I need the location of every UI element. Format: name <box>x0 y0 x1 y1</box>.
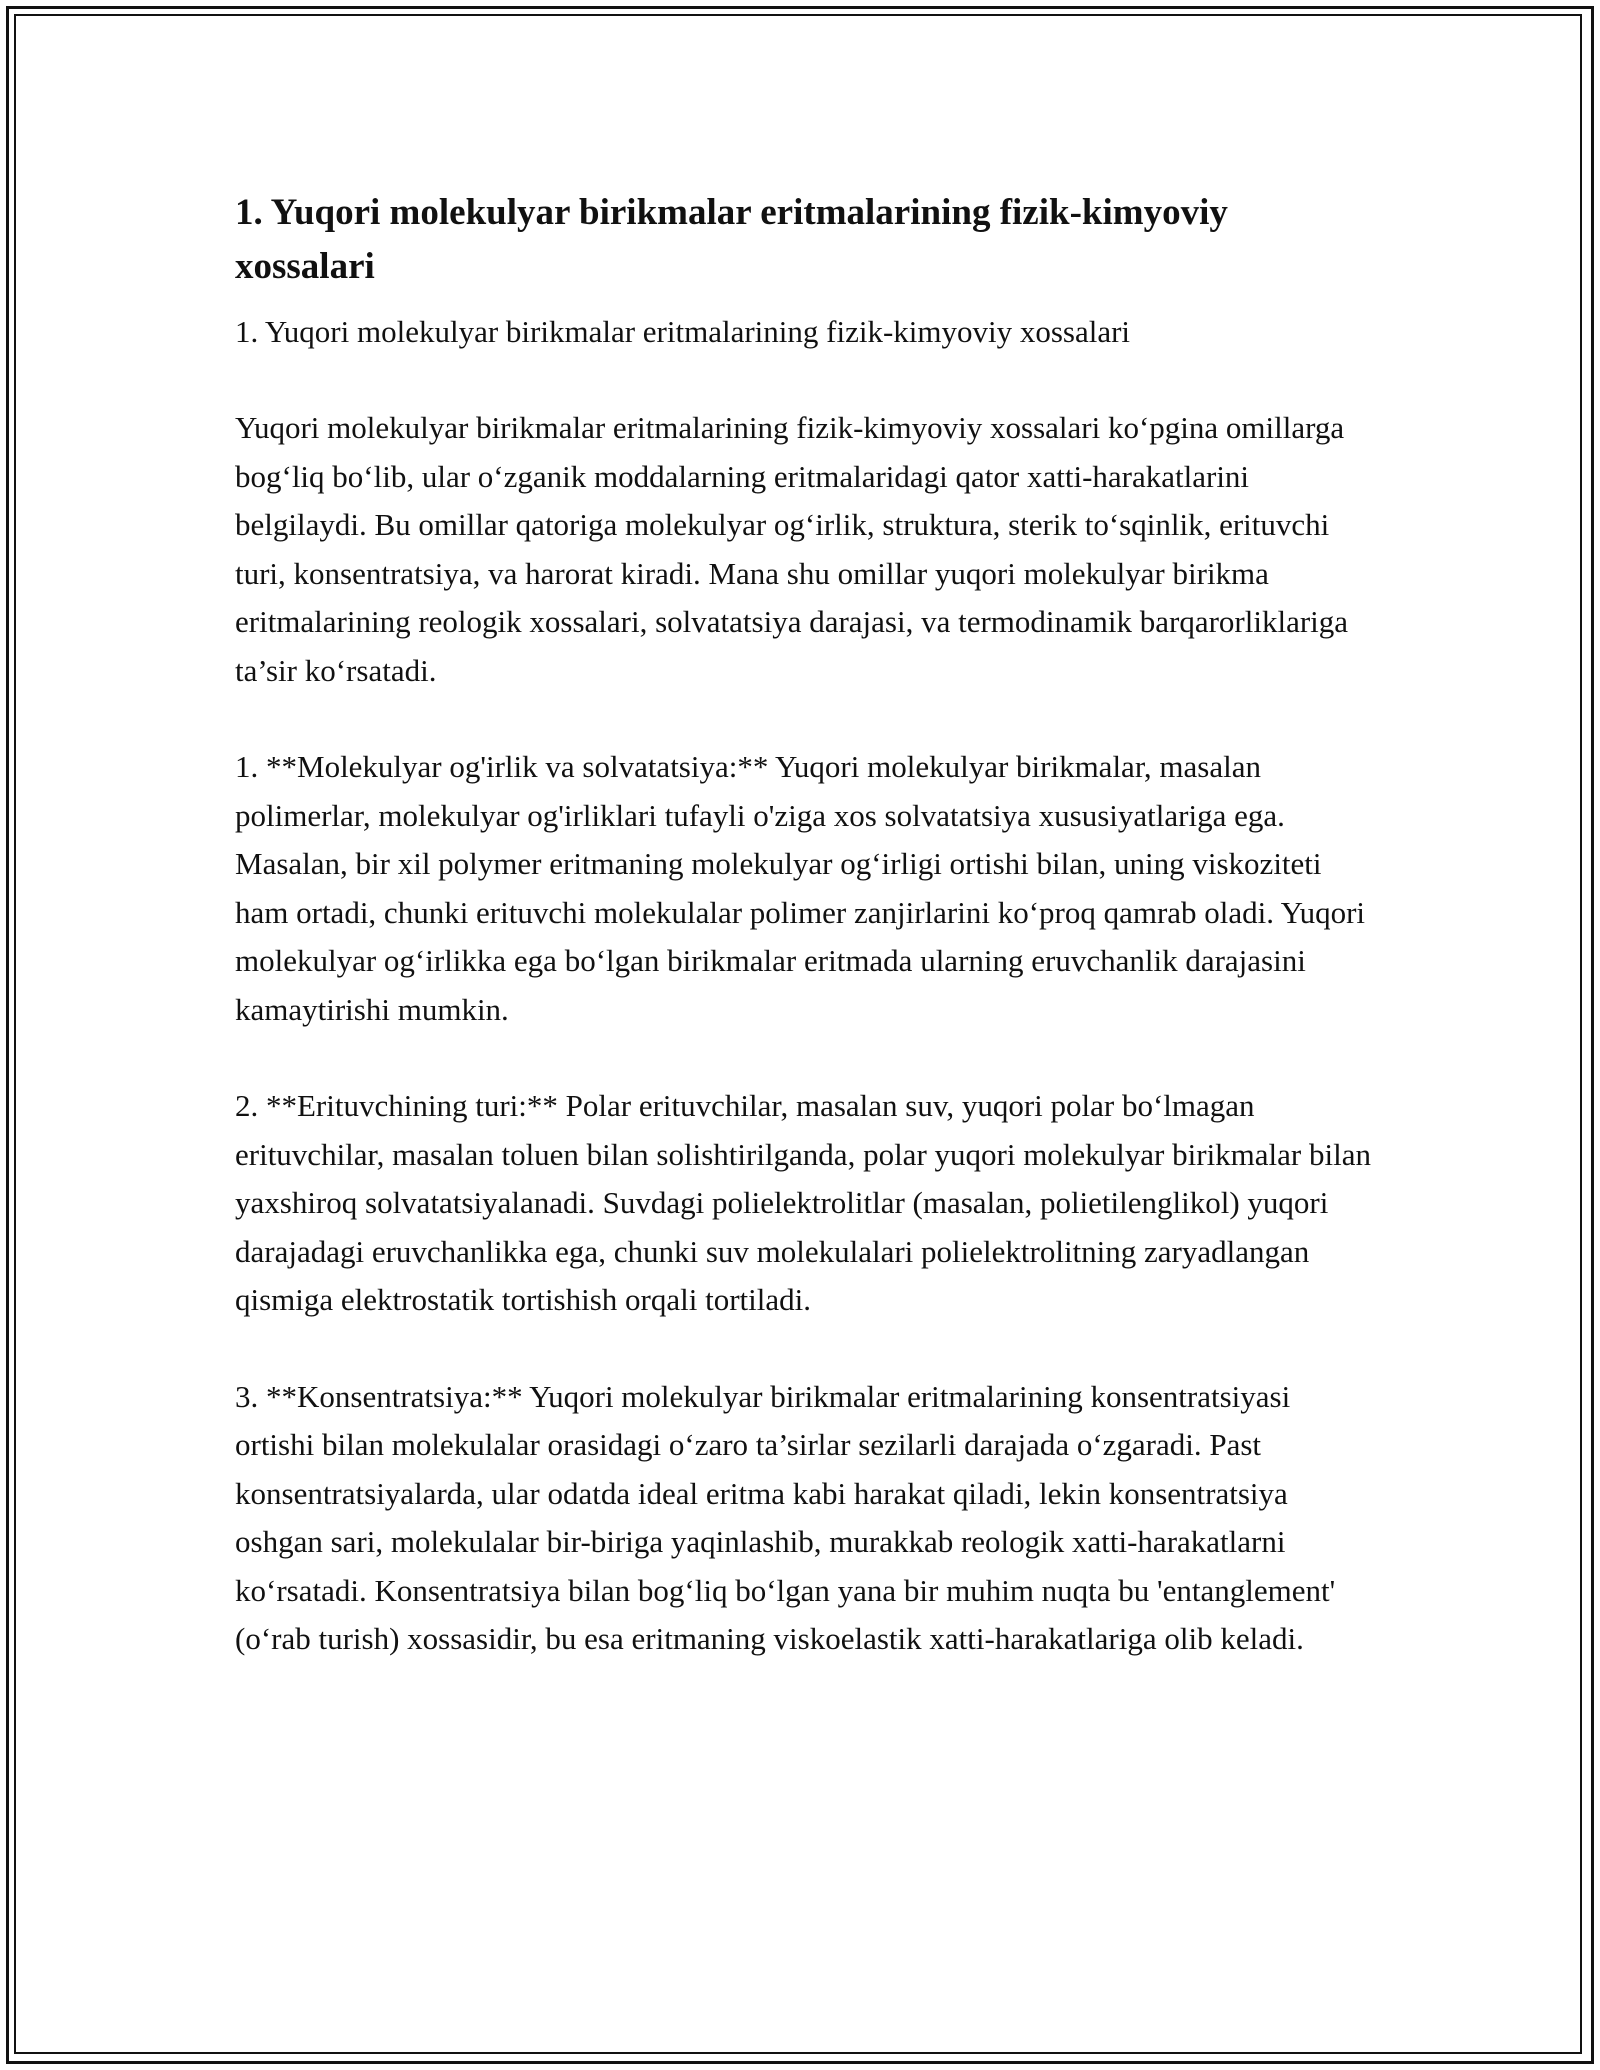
paragraph-solvent-type: 2. **Erituvchining turi:** Polar erituvchilar, masalan suv, yuqori polar bo‘lmagan erituvchilar, masalan toluen bilan solishtirilganda, polar yuqori molekulyar birikmalar bilan yaxshiroq solvatatsiyalanadi. Suvdagi polielektrolitlar (masalan, polietilenglikol) yuqori darajadagi eruvchanlikka ega, chunki suv molekulalari polielektrolitning zaryadlangan qismiga elektrostatik tortishish orqali tortiladi. <box>235 1088 1371 1317</box>
document-body <box>235 186 1375 1664</box>
paragraph-intro: Yuqori molekulyar birikmalar eritmalarining fizik-kimyoviy xossalari ko‘pgina omillarga bog‘liq bo‘lib, ular o‘zganik moddalarning eritmalaridagi qator xatti-harakatlarini belgilaydi. Bu omillar qatoriga molekulyar og‘irlik, struktura, sterik to‘sqinlik, erituvchi turi, konsentratsiya, va harorat kiradi. Mana shu omillar yuqori molekulyar birikma eritmalarining reologik xossalari, solvatatsiya darajasi, va termodinamik barqarorliklariga ta’sir ko‘rsatadi. <box>235 410 1349 688</box>
document-title: 1. Yuqori molekulyar birikmalar eritmalarining fizik-kimyoviy xossalari <box>235 192 1228 287</box>
document-subtitle: 1. Yuqori molekulyar birikmalar eritmalarining fizik-kimyoviy xossalari <box>235 314 1131 349</box>
paragraph-concentration: 3. **Konsentratsiya:** Yuqori molekulyar birikmalar eritmalarining konsentratsiyasi ortishi bilan molekulalar orasidagi o‘zaro ta’sirlar sezilarli darajada o‘zgaradi. Past konsentratsiyalarda, ular odatda ideal eritma kabi harakat qiladi, lekin konsentratsiya oshgan sari, molekulalar bir-biriga yaqinlashib, murakkab reologik xatti-harakatlarni ko‘rsatadi. Konsentratsiya bilan bog‘liq bo‘lgan yana bir muhim nuqta bu 'entanglement' (o‘rab turish) xossasidir, bu esa eritmaning viskoelastik xatti-harakatlariga olib keladi. <box>235 1378 1336 1656</box>
paragraph-molecular-weight: 1. **Molekulyar og'irlik va solvatatsiya:** Yuqori molekulyar birikmalar, masalan polimerlar, molekulyar og'irliklari tufayli o'ziga xos solvatatsiya xususiyatlariga ega. Masalan, bir xil polymer eritmaning molekulyar og‘irligi ortishi bilan, uning viskoziteti ham ortadi, chunki erituvchi molekulalar polimer zanjirlarini ko‘proq qamrab oladi. Yuqori molekulyar og‘irlikka ega bo‘lgan birikmalar eritmada ularning eruvchanlik darajasini kamaytirishi mumkin. <box>235 749 1366 1027</box>
